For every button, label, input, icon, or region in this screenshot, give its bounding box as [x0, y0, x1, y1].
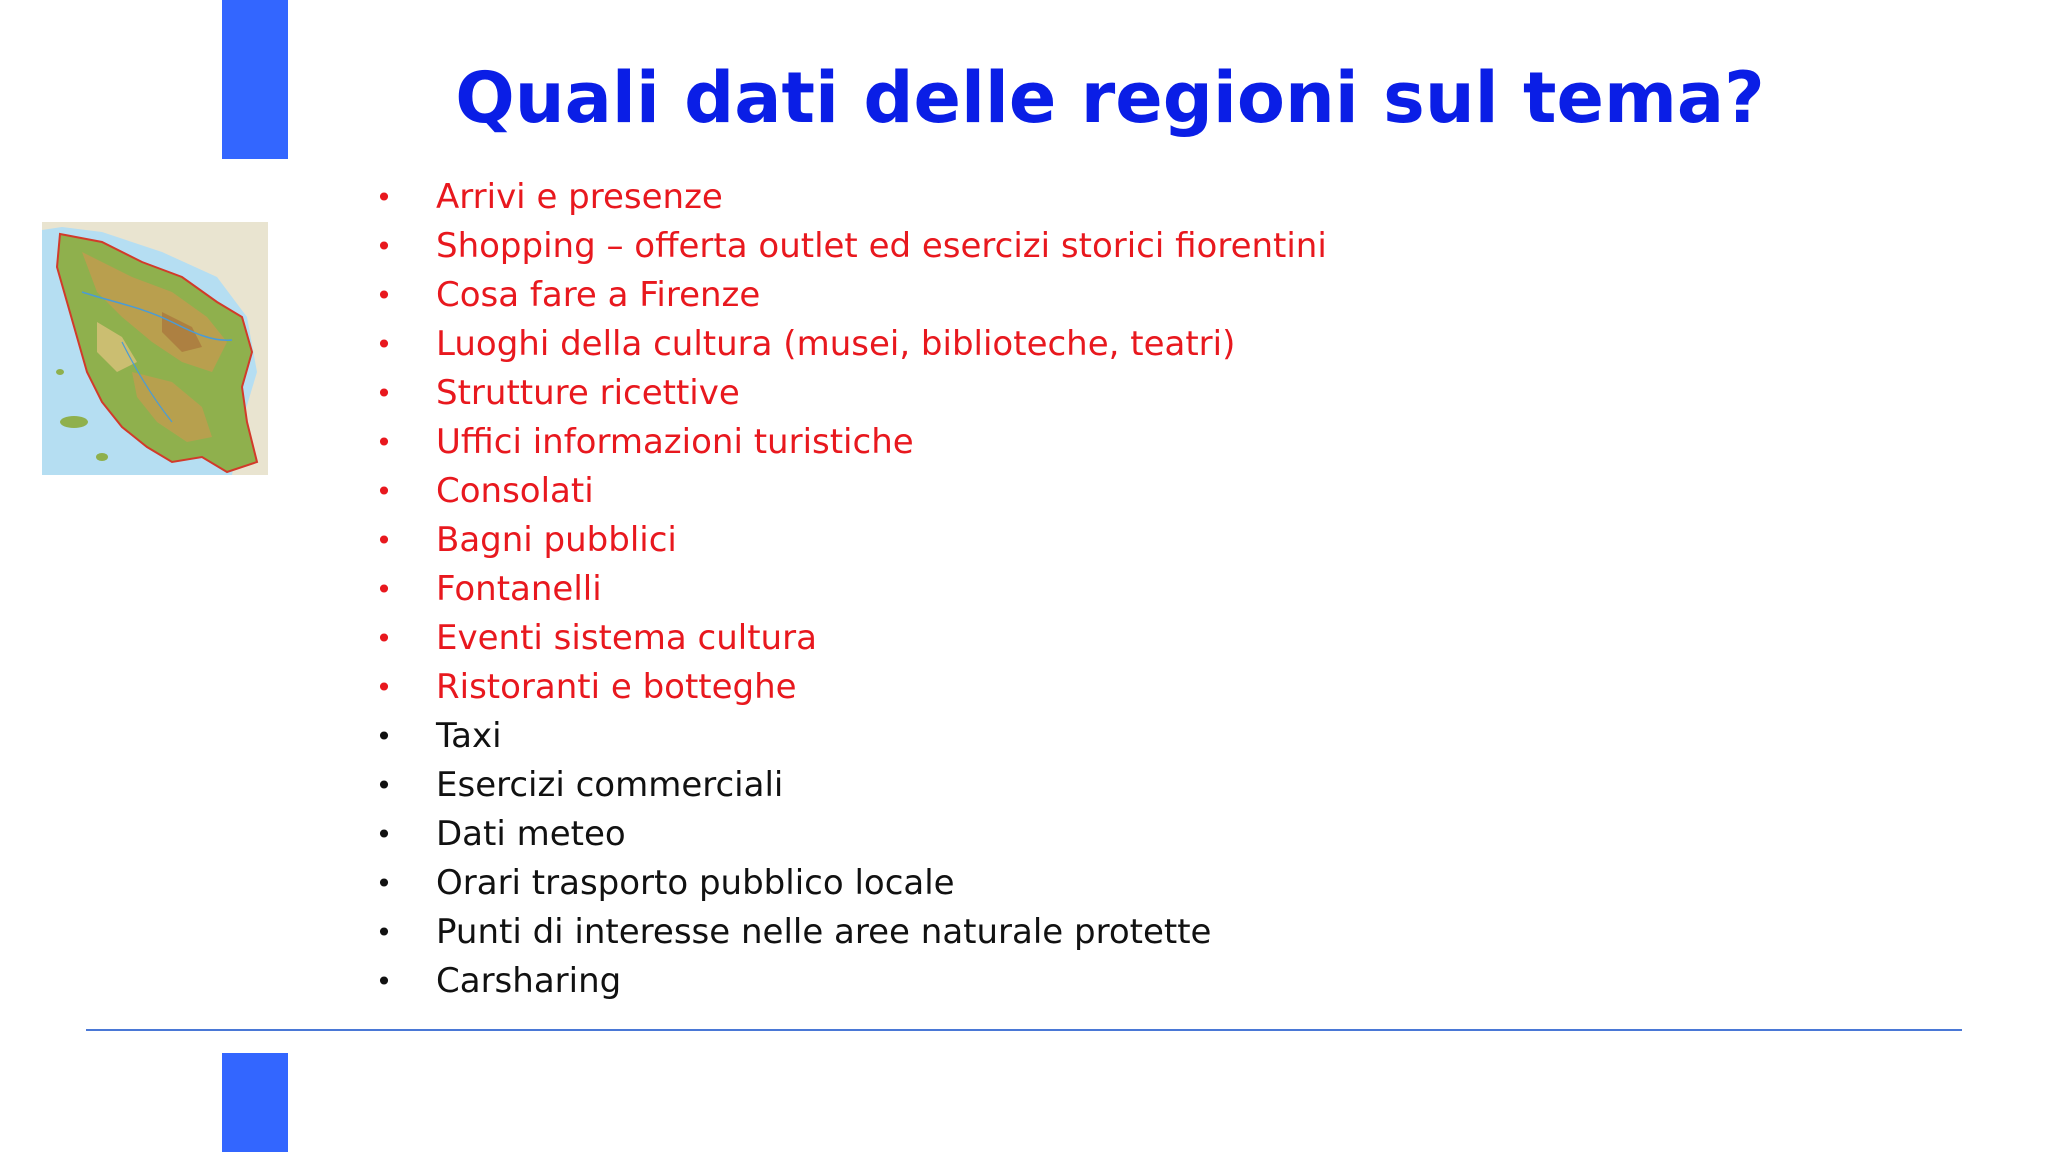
bullet-point-icon: •: [375, 328, 393, 361]
bullet-point-icon: •: [375, 622, 393, 655]
list-item-text: Taxi: [436, 716, 502, 756]
bullet-point-icon: •: [375, 230, 393, 263]
list-item-text: Cosa fare a Firenze: [436, 275, 761, 315]
list-item-text: Consolati: [436, 471, 594, 511]
list-item-text: Strutture ricettive: [436, 373, 740, 413]
bullet-point-icon: •: [375, 181, 393, 214]
bottom-accent-bar: [222, 1053, 288, 1152]
list-item-text: Uffici informazioni turistiche: [436, 422, 914, 462]
list-item-text: Dati meteo: [436, 814, 626, 854]
bullet-point-icon: •: [375, 916, 393, 949]
tuscany-map-image: [42, 222, 268, 475]
list-item-text: Bagni pubblici: [436, 520, 677, 560]
list-item-text: Carsharing: [436, 961, 622, 1001]
bullet-point-icon: •: [375, 818, 393, 851]
bullet-point-icon: •: [375, 867, 393, 900]
slide-title: Quali dati delle regioni sul tema?: [455, 57, 1765, 139]
bullet-point-icon: •: [375, 524, 393, 557]
list-item-text: Punti di interesse nelle aree naturale protette: [436, 912, 1212, 952]
list-item-text: Luoghi della cultura (musei, biblioteche, teatri): [436, 324, 1236, 364]
list-item-text: Orari trasporto pubblico locale: [436, 863, 955, 903]
bullet-point-icon: •: [375, 475, 393, 508]
list-item-text: Ristoranti e botteghe: [436, 667, 797, 707]
list-item-text: Arrivi e presenze: [436, 177, 723, 217]
bullet-point-icon: •: [375, 573, 393, 606]
list-item-text: Esercizi commerciali: [436, 765, 784, 805]
footer-divider: [86, 1029, 1962, 1031]
list-item-text: Eventi sistema cultura: [436, 618, 817, 658]
list-item-text: Shopping – offerta outlet ed esercizi storici fiorentini: [436, 226, 1327, 266]
list-item-text: Fontanelli: [436, 569, 602, 609]
bullet-point-icon: •: [375, 426, 393, 459]
bullet-point-icon: •: [375, 279, 393, 312]
bullet-point-icon: •: [375, 377, 393, 410]
bullet-point-icon: •: [375, 769, 393, 802]
top-accent-bar: [222, 0, 288, 159]
bullet-point-icon: •: [375, 720, 393, 753]
bullet-point-icon: •: [375, 671, 393, 704]
bullet-point-icon: •: [375, 965, 393, 998]
